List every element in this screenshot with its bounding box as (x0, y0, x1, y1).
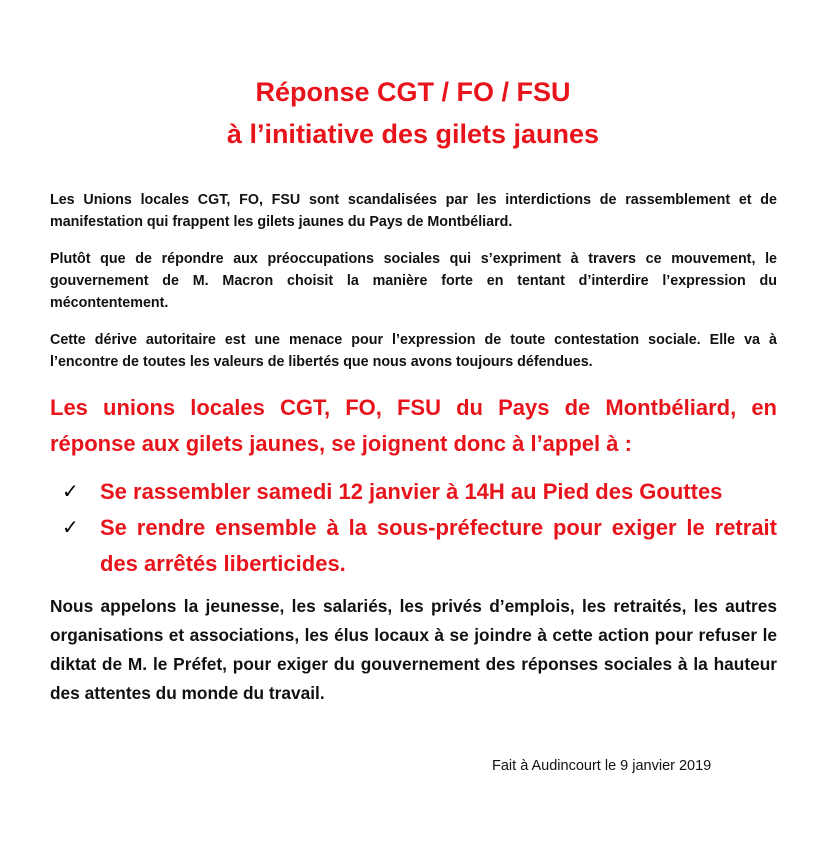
closing-paragraph: Nous appelons la jeunesse, les salariés, les privés d’emplois, les retraités, les autres organisations et associations, les élus locaux à se joindre à cette action pour refuser le diktat de M. le Préfet, pour exiger du gouvernement des réponses sociales à la hauteur des attentes du monde du travail. (50, 596, 777, 703)
document-title-line-1: Réponse CGT / FO / FSU (255, 77, 571, 107)
checkmark-icon: ✓ (62, 481, 79, 503)
paragraph-gouvernement: Plutôt que de répondre aux préoccupations sociales qui s’expriment à travers ce mouvement, le gouvernement de M. Macron choisit la manière forte en tentant d’interdire l’expression du mécontentement. (50, 251, 777, 311)
action-item-text: Se rendre ensemble à la sous-préfecture pour exiger le retrait des arrêtés liberticides. (100, 515, 777, 576)
signature-date: Fait à Audincourt le 9 janvier 2019 (492, 758, 712, 774)
checkmark-icon: ✓ (62, 517, 79, 539)
paragraph-interdictions: Les Unions locales CGT, FO, FSU sont scandalisées par les interdictions de rassemblement et de manifestation qui frappent les gilets jaunes du Pays de Montbéliard. (50, 192, 777, 230)
document-title-line-2: à l’initiative des gilets jaunes (226, 119, 600, 149)
paragraph-derive: Cette dérive autoritaire est une menace pour l’expression de toute contestation sociale. Elle va à l’encontre de toutes les valeurs de libertés que nous avons toujours défendues. (50, 332, 777, 370)
call-to-action: Les unions locales CGT, FO, FSU du Pays de Montbéliard, en réponse aux gilets jaunes, se joignent donc à l’appel à : (50, 395, 777, 456)
action-item-text: Se rassembler samedi 12 janvier à 14H au Pied des Gouttes (100, 479, 723, 504)
